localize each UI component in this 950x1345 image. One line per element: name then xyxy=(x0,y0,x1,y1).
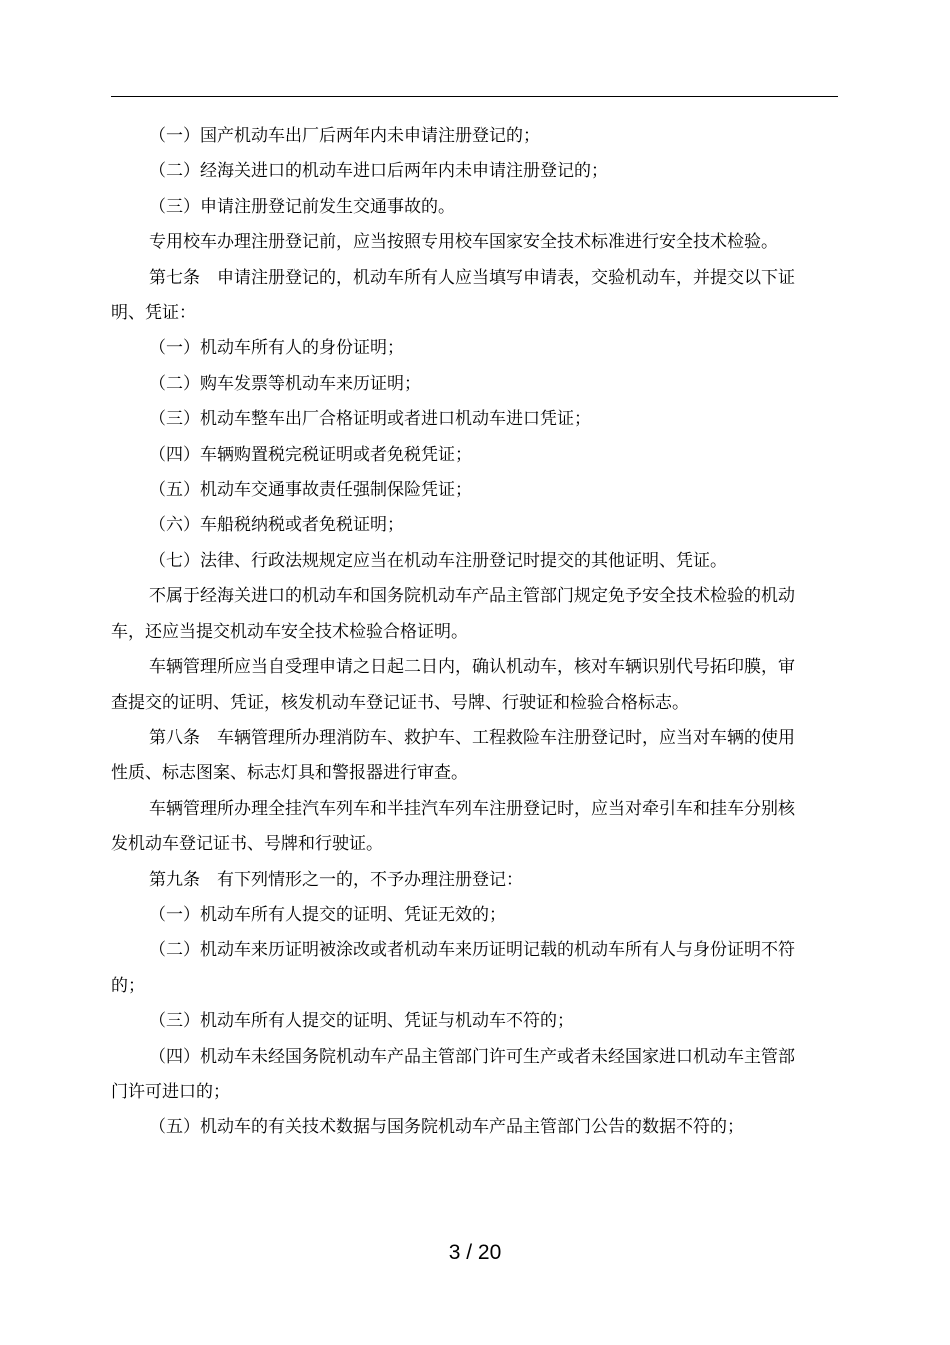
article-7: 第七条 申请注册登记的，机动车所有人应当填写申请表，交验机动车，并提交以下证明、凭证： xyxy=(111,267,795,324)
document-body xyxy=(111,119,811,1146)
paragraph: 车辆管理所办理全挂汽车列车和半挂汽车列车注册登记时，应当对牵引车和挂车分别核发机动车登记证书、号牌和行驶证。 xyxy=(111,798,795,855)
header-rule xyxy=(111,96,838,97)
paragraph: （一）机动车所有人提交的证明、凭证无效的； xyxy=(149,904,506,925)
article-9: 第九条 有下列情形之一的，不予办理注册登记： xyxy=(149,869,523,890)
page-number: 3 / 20 xyxy=(448,1241,502,1264)
paragraph: （二）购车发票等机动车来历证明； xyxy=(149,373,421,394)
paragraph: （一）机动车所有人的身份证明； xyxy=(149,338,404,359)
paragraph: （四）车辆购置税完税证明或者免税凭证； xyxy=(149,444,472,465)
paragraph: （三）申请注册登记前发生交通事故的。 xyxy=(149,196,455,217)
paragraph: （六）车船税纳税或者免税证明； xyxy=(149,515,404,536)
paragraph: （五）机动车的有关技术数据与国务院机动车产品主管部门公告的数据不符的； xyxy=(149,1117,744,1138)
paragraph: 车辆管理所应当自受理申请之日起二日内，确认机动车，核对车辆识别代号拓印膜，审查提交的证明、凭证，核发机动车登记证书、号牌、行驶证和检验合格标志。 xyxy=(111,657,795,713)
article-8: 第八条 车辆管理所办理消防车、救护车、工程救险车注册登记时，应当对车辆的使用性质、标志图案、标志灯具和警报器进行审查。 xyxy=(111,727,795,784)
paragraph: 不属于经海关进口的机动车和国务院机动车产品主管部门规定免予安全技术检验的机动车，还应当提交机动车安全技术检验合格证明。 xyxy=(111,586,795,642)
paragraph: （四）机动车未经国务院机动车产品主管部门许可生产或者未经国家进口机动车主管部门许可进口的； xyxy=(111,1046,795,1102)
paragraph: 专用校车办理注册登记前，应当按照专用校车国家安全技术标准进行安全技术检验。 xyxy=(149,232,778,253)
paragraph: （二）机动车来历证明被涂改或者机动车来历证明记载的机动车所有人与身份证明不符的； xyxy=(111,940,795,996)
paragraph: （五）机动车交通事故责任强制保险凭证； xyxy=(149,480,472,501)
paragraph: （二）经海关进口的机动车进口后两年内未申请注册登记的； xyxy=(149,161,608,182)
paragraph: （一）国产机动车出厂后两年内未申请注册登记的； xyxy=(149,126,540,146)
paragraph: （三）机动车整车出厂合格证明或者进口机动车进口凭证； xyxy=(149,409,591,430)
paragraph: （三）机动车所有人提交的证明、凭证与机动车不符的； xyxy=(149,1011,574,1032)
paragraph: （七）法律、行政法规规定应当在机动车注册登记时提交的其他证明、凭证。 xyxy=(149,550,727,571)
